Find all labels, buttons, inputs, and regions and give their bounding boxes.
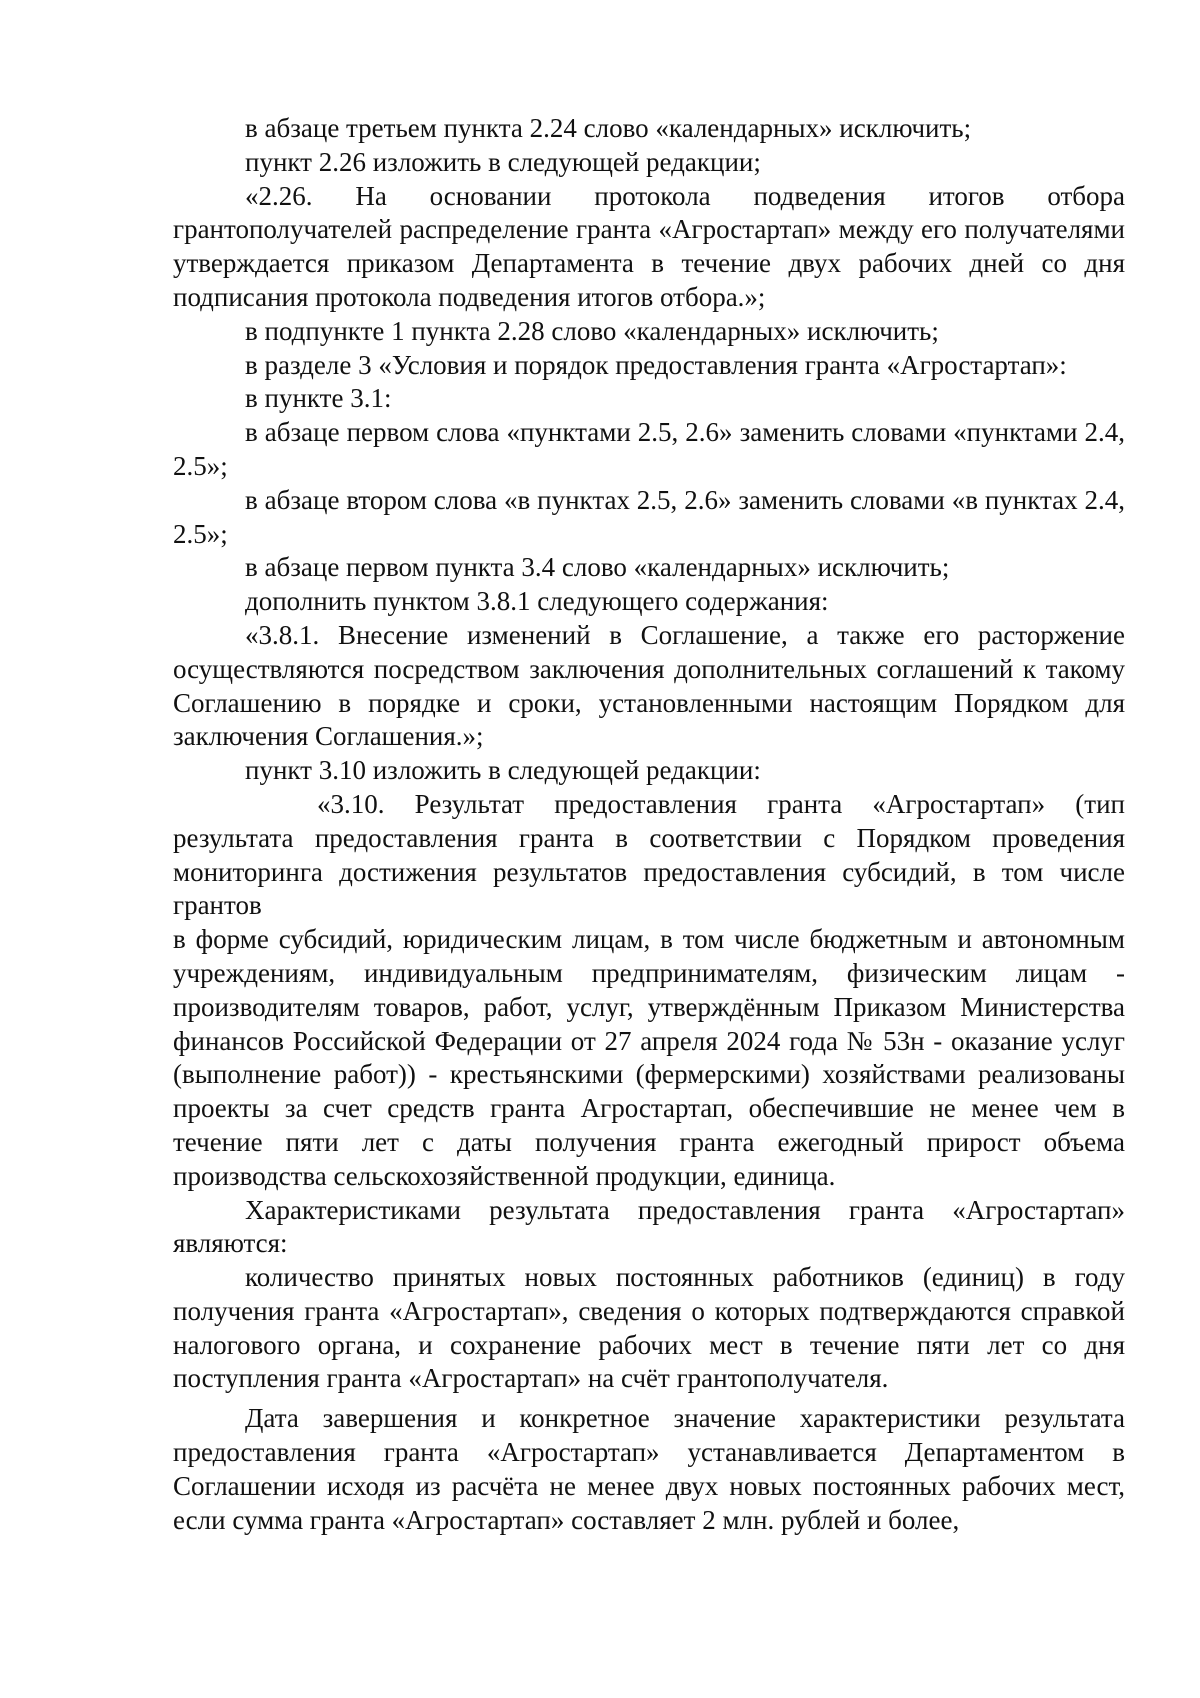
paragraph-item-3-10-intro: пункт 3.10 изложить в следующей редакции: [245,755,761,786]
paragraph-quote-3-8-1: «3.8.1. Внесение изменений в Соглашение, а также его расторжение осуществляются посредством заключения дополнительных соглашений к такому Соглашению в порядке и сроки, установленными настоящим Порядком для заключения Соглашения.»; [173,619,1125,752]
paragraph-item-2-28: в подпункте 1 пункта 2.28 слово «календарных» исключить; [245,315,939,346]
document-page [173,112,1125,1537]
paragraph-3-1-second: в абзаце втором слова «в пунктах 2.5, 2.6» заменить словами «в пунктах 2.4, 2.5»; [173,484,1125,549]
paragraph-completion-date: Дата завершения и конкретное значение характеристики результата предоставления гранта «Агростартап» устанавливается Департаментом в Соглашении исходя из расчёта не менее двух новых постоянных рабочих мест, если сумма гранта «Агростартап» составляет 2 млн. рублей и более, [173,1403,1125,1535]
paragraph-item-3-4: в абзаце первом пункта 3.4 слово «календарных» исключить; [245,552,950,583]
paragraph-item-3-1: в пункте 3.1: [245,383,392,414]
paragraph-quote-3-10-cont: в форме субсидий, юридическим лицам, в том числе бюджетным и автономным учреждениям, индивидуальным предпринимателям, физическим лицам - производителям товаров, работ, услуг, утверждённым Приказом Министерства финансов Российской Федерации от 27 апреля 2024 года № 53н - оказание услуг (выполнение работ)) - крестьянскими (фермерскими) хозяйствами реализованы проекты за счет средств гранта Агростартап, обеспечившие не менее чем в течение пяти лет с даты получения гранта ежегодный прирост объема производства сельскохозяйственной продукции, единица. [173,924,1125,1191]
paragraph-section-3: в разделе 3 «Условия и порядок предоставления гранта «Агростартап»: [245,349,1067,380]
paragraph-add-3-8-1: дополнить пунктом 3.8.1 следующего содержания: [245,586,829,617]
paragraph-3-1-first: в абзаце первом слова «пунктами 2.5, 2.6» заменить словами «пунктами 2.4, 2.5»; [173,417,1125,481]
paragraph-quote-3-10: «3.10. Результат предоставления гранта «Агростартап» (тип результата предоставления гранта в соответствии с Порядком проведения мониторинга достижения результатов предоставления субсидий, в том числе грантов [173,788,1125,921]
paragraph-quote-2-26: «2.26. На основании протокола подведения итогов отбора грантополучателей распределение гранта «Агростартап» между его получателями утверждается приказом Департамента в течение двух рабочих дней со дня подписания протокола подведения итогов отбора.»; [173,180,1125,312]
paragraph-item-2-24: в абзаце третьем пункта 2.24 слово «календарных» исключить; [245,113,972,143]
paragraph-workers: количество принятых новых постоянных работников (единиц) в году получения гранта «Агростартап», сведения о которых подтверждаются справкой налогового органа, и сохранение рабочих мест в течение пяти лет со дня поступления гранта «Агростартап» на счёт грантополучателя. [173,1262,1125,1394]
paragraph-item-2-26-intro: пункт 2.26 изложить в следующей редакции; [245,146,761,177]
paragraph-characteristics: Характеристиками результата предоставления гранта «Агростартап» являются: [173,1194,1125,1259]
